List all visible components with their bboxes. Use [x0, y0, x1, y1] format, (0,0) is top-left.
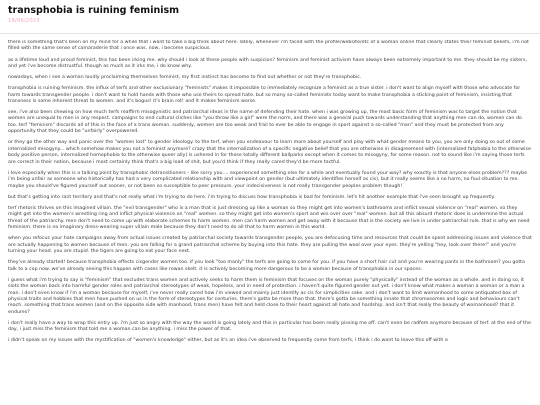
post-paragraph: terf rhetoric thrives on this imagined villain. the "evil transgender" who is a man that is just dressing up like a woman so they might get into women's bathrooms and inflict sexual violence on "real" women. so they might get into the women's wrestling ring and inflict physical violence on "real" women. so they might get into women's sport and win over over "real" women. but all this absurd rhetoric does is undermine the actual threat of the patriarchy. men don't need to come up with elaborate schemes to harm women. men can harm women and get away with it because that is the society we live in under patriarchal rule. that is why we need feminism. there is no imaginary dress-wearing super villain male because they don't need to do all that to harm women in this world. — [8, 205, 530, 231]
post-paragraph: they've already started! because transphobia effects cisgender women too. if you look "too manly" the terfs are going to come for you. if you have a short hair cut and you're wearing pants in the bathroom? you gotta talk to a cop now. we've already seeing this happen with cases like rowan skelt. it is actively becoming more dangerous to be a woman because of transphobia in our spaces. — [8, 260, 525, 272]
post-paragraph: see, i've also been chewing on how much terfs reaffirm misogynistic and patriarchal ideas in the name of defending their hate. when i was growing up, the most basic form of feminism was to target the notion that women are unequal to men in any respect. campaigns to end cultural cliches like "you throw like a girl" were the norm, and there was a general push towards understanding that anything men can do, women can do too. terf "feminism" discards all of this in the face of a trans woman. suddenly, women are too weak and frail to ever be able to engage in sport against a so-called "man" and they must be protected from any opportunity that they could be "unfairly" overpowered. — [8, 110, 522, 135]
post-paragraph: nowadays, when i see a woman loudly proclaiming themselves feminist, my first instinct has become to find out whether or not they're transphobic. — [8, 75, 362, 80]
post-paragraph: i don't really have a way to wrap this entry up. i'm just so angry with the way the world is going lately and this in particular has been really pissing me off. can't even be radfem anymore because of terf. at the end of the day, i just miss the feminism that told me a woman can be anything. i miss the power of that. — [8, 320, 531, 333]
post-body — [8, 40, 532, 405]
post-paragraph: as a lifetime loud and proud feminist, this has been irking me. why should i look at these people with suspicion? feminism and feminist activism have always been extremely important to me. they should be my sisters, and yet i've become distrustful. though as much as it irks me, i do know why. — [8, 57, 527, 69]
post-paragraph: or they go the other way and panic over the "women lost" to gender ideology. to the terf, when you endeavour to learn more about yourself and play with what gender means to you, you are only doing so out of some internalized misogyny... which somehow makes you not a feminist anymore? crazy that the internalization of a specific negative belief that you are otherwise in disagreement with (internalized fatphobia to the otherwise body positive person, internalized homophobia to the otherwise queer ally) is ushered in for these totally different ballparks except when it comes to misogyny, for some reason. not to sound like i'm saying those terfs are correct in their notion, because i most certainly think that's a big load of shit, but you'd think if they really cared they'd be more tactful. — [8, 140, 531, 165]
post-paragraph: i didn't speak on my issues with the mystification of "women's knowledge" either, but as it's an idea i've observed to frequently come from terfs, i think i do want to leave this off with a — [8, 338, 448, 344]
header-divider — [0, 33, 540, 34]
post-date: 19/06/2023 — [8, 18, 40, 24]
post-header — [0, 0, 540, 28]
post-paragraph: i love especially when this is a talking point by transphobic detransitioners - like sorry you.... experienced something else for a while and eventually found your way? why exactly is that anyone elses problem??? maybe i'm being unfair as someone who historically has had a very complicated relationship with and viewpoint on gender (but ultimately identifies herself as cis), but it really seems like a no harm, no foul situation to me. maybe you should've figured yourself out sooner, or not been so susceptible to peer pressure. your indecisiveness is not really transgender peoples problem though! — [8, 170, 528, 189]
post-paragraph: when you refocus your hate campaigns away from actual issues created by patriarchal society towards transgender people, you are defocusing time and resources that could be spent addressing issues and violence that are actually happening to women because of men. you are falling for a grand patriarchal scheme by buying into this hate. they are pulling the wool over your eyes. they're yelling "hey, look over there!" and you're turning your head. you are stupid. the tigers are going to eat your face next. — [8, 236, 532, 255]
post-paragraph: transphobia is ruining feminism. the influx of terfs and other exclusionary "feminists" makes it impossible to immediately recognize a feminist as a true sister. i don't want to align myself with those who advocate for harm towards transgender people. i don't want to hold hands with those who use theirs to spread hate. but so many so-called feminists today want to make transphobia a sticking point of feminism, insisting that transness is some inherent threat to women. and it's bogus! it's brain rot! and it makes feminism worse. — [8, 86, 521, 104]
post-paragraph: i guess what i'm trying to say is "feminism" that excludes trans women and actively seeks to harm them is feminism that focuses on the woman purely "physically" instead of the woman as a whole. and in doing so, it slots the woman back into harmful gender roles and patriarchal stereotypes of weak, hopeless, and in need of protection. i haven't quite figured gender out yet. i don't know what makes a woman a woman or a man a man. i don't even know if i'm a woman because for myself, i've never really cared how i'm viewed and mainly just identify as cis for simplicities sake. and i don't want to limit womanhood to some antiquated box of physical traits and hobbies that men have pushed on us in the form of stereotypes for centuries. there's gotta be more than that. there's gotta be something innate that chromosomes and logic and behaviours can't reach. something that trans women (and on the opposite side with manhood, trans men) have felt and held close to their heart against all hate and hardship. and isn't that really the beauty of womanhood? that it endures? — [8, 277, 525, 315]
post-paragraph: but that's getting into rant territory and that's not really what i'm trying to do here. i'm trying to discuss how transphobia is bad for feminism. let's hit another example that i've seen brought up frequently. — [8, 194, 496, 200]
post-title: transphobia is ruining feminism — [8, 5, 180, 16]
post-paragraph: there is something that's been on my mind for a while that i want to take a big think about here. lately, whenever i'm faced with the profile/website/etc of a woman online that clearly states their feminist beliefs, i'm not filled with the same sense of camaraderie that i once was. now, i become suspicious. — [8, 40, 529, 52]
